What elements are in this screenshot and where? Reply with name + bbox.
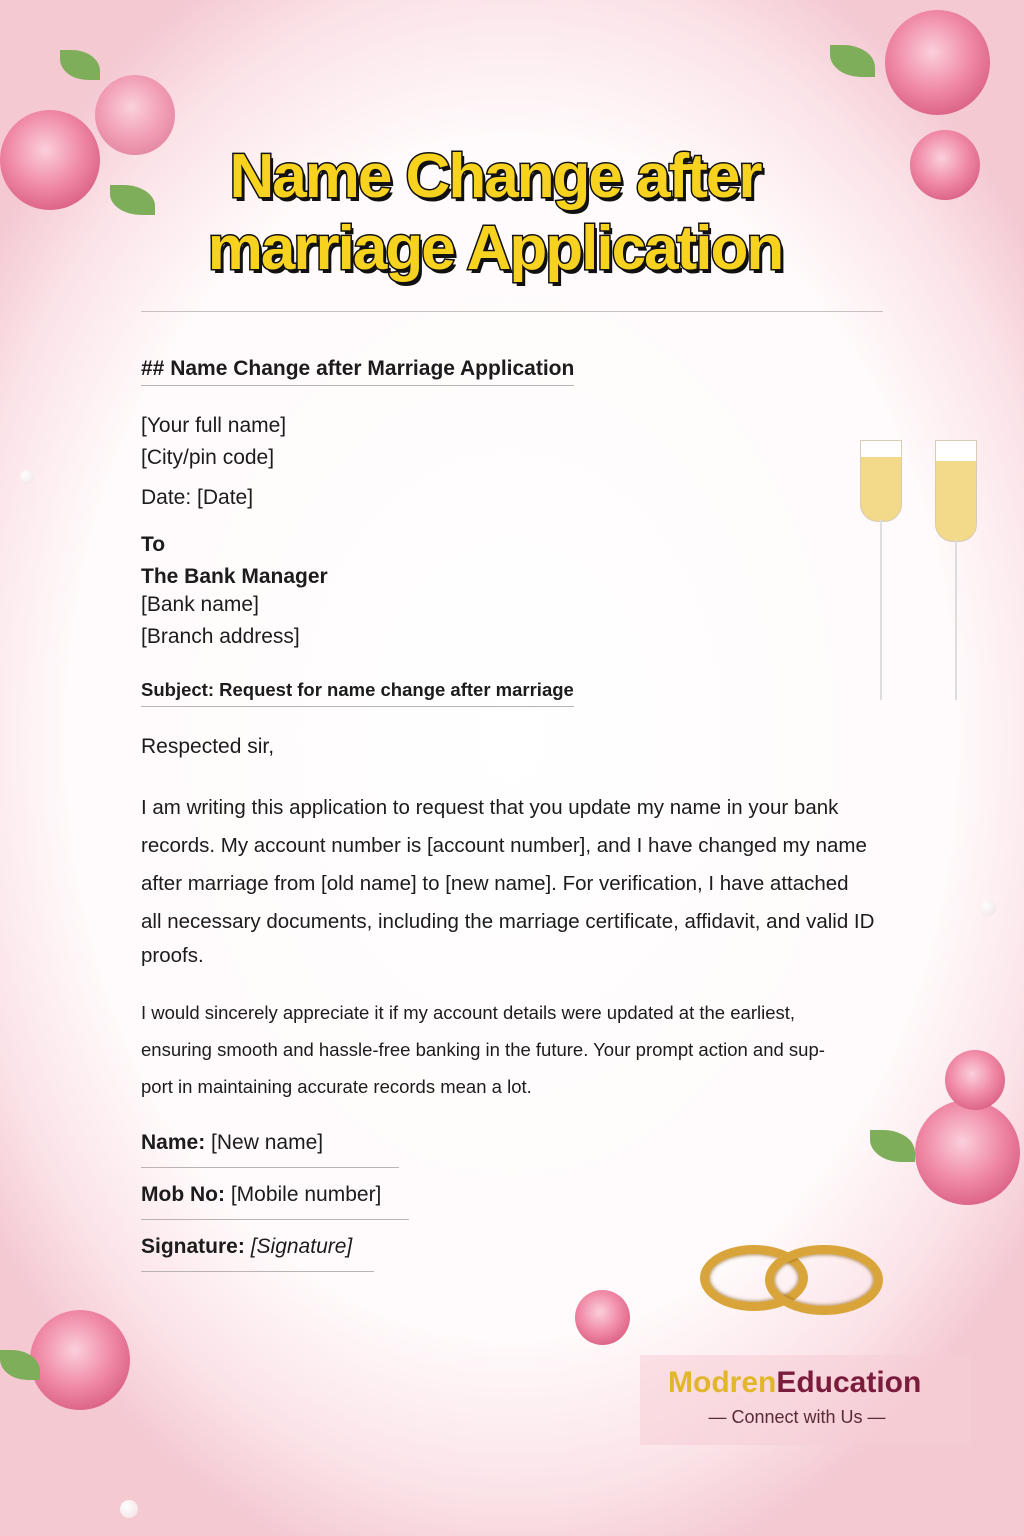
rose-decoration (945, 1050, 1005, 1110)
paragraph-line: records. My account number is [account number], and I have changed my name (141, 834, 867, 857)
field-label: Mob No: (141, 1183, 225, 1206)
brand-tagline: — Connect with Us — (708, 1407, 886, 1427)
leaf-decoration (830, 45, 875, 77)
leaf-decoration (870, 1130, 915, 1162)
recipient-title: The Bank Manager (141, 565, 328, 588)
champagne-glasses-icon (935, 440, 977, 542)
brand-logo (668, 1366, 921, 1400)
field-label: Name: (141, 1131, 206, 1154)
recipient-to: To (141, 533, 166, 556)
paragraph-line: I would sincerely appreciate it if my account details were updated at the earliest, (141, 1002, 796, 1023)
date-value: [Date] (197, 486, 254, 509)
recipient-bank: [Bank name] (141, 593, 259, 616)
brand-part2: Education (776, 1366, 922, 1399)
leaf-decoration (60, 50, 100, 80)
pearl-decoration (980, 900, 996, 916)
rose-decoration (575, 1290, 630, 1345)
glass-stem (955, 540, 957, 700)
paragraph-line: I am writing this application to request that you update my name in your bank (141, 796, 839, 819)
body-paragraph-1 (141, 789, 881, 971)
rose-decoration (885, 10, 990, 115)
date-line (141, 487, 253, 508)
section-heading: ## Name Change after Marriage Application (141, 358, 574, 386)
lily-decoration (95, 75, 175, 155)
sender-name: [Your full name] (141, 414, 287, 437)
rose-decoration (915, 1100, 1020, 1205)
signature-field (141, 1235, 374, 1272)
brand-part1: Modren (668, 1366, 777, 1399)
paragraph-line: port in maintaining accurate records mean a lot. (141, 1076, 532, 1097)
pearl-decoration (20, 470, 34, 484)
field-label: Signature: (141, 1235, 245, 1258)
paragraph-line: after marriage from [old name] to [new name]. For verification, I have attached (141, 872, 849, 895)
field-value: [Mobile number] (230, 1183, 382, 1206)
name-field (141, 1131, 399, 1168)
field-value: [Signature] (250, 1235, 353, 1258)
wedding-ring-icon (765, 1245, 883, 1315)
paragraph-line: all necessary documents, including the marriage certificate, affidavit, and valid ID (141, 910, 875, 933)
body-paragraph-2 (141, 994, 881, 1105)
salutation: Respected sir, (141, 735, 275, 758)
glass-stem (880, 520, 882, 700)
recipient-address: [Branch address] (141, 625, 300, 648)
rose-decoration (30, 1310, 130, 1410)
mobile-field (141, 1183, 409, 1220)
page-title: Name Change after (229, 142, 761, 211)
date-label: Date: (141, 486, 192, 509)
pearl-decoration (120, 1500, 138, 1518)
paragraph-line: ensuring smooth and hassle-free banking in the future. Your prompt action and sup- (141, 1039, 825, 1060)
field-value: [New name] (211, 1131, 324, 1154)
page-title: marriage Application (207, 214, 783, 283)
subject-line: Subject: Request for name change after marriage (141, 681, 574, 707)
sender-city: [City/pin code] (141, 446, 275, 469)
paragraph-line: proofs. (141, 944, 204, 967)
champagne-glasses-icon (860, 440, 902, 522)
title-divider (141, 311, 883, 312)
